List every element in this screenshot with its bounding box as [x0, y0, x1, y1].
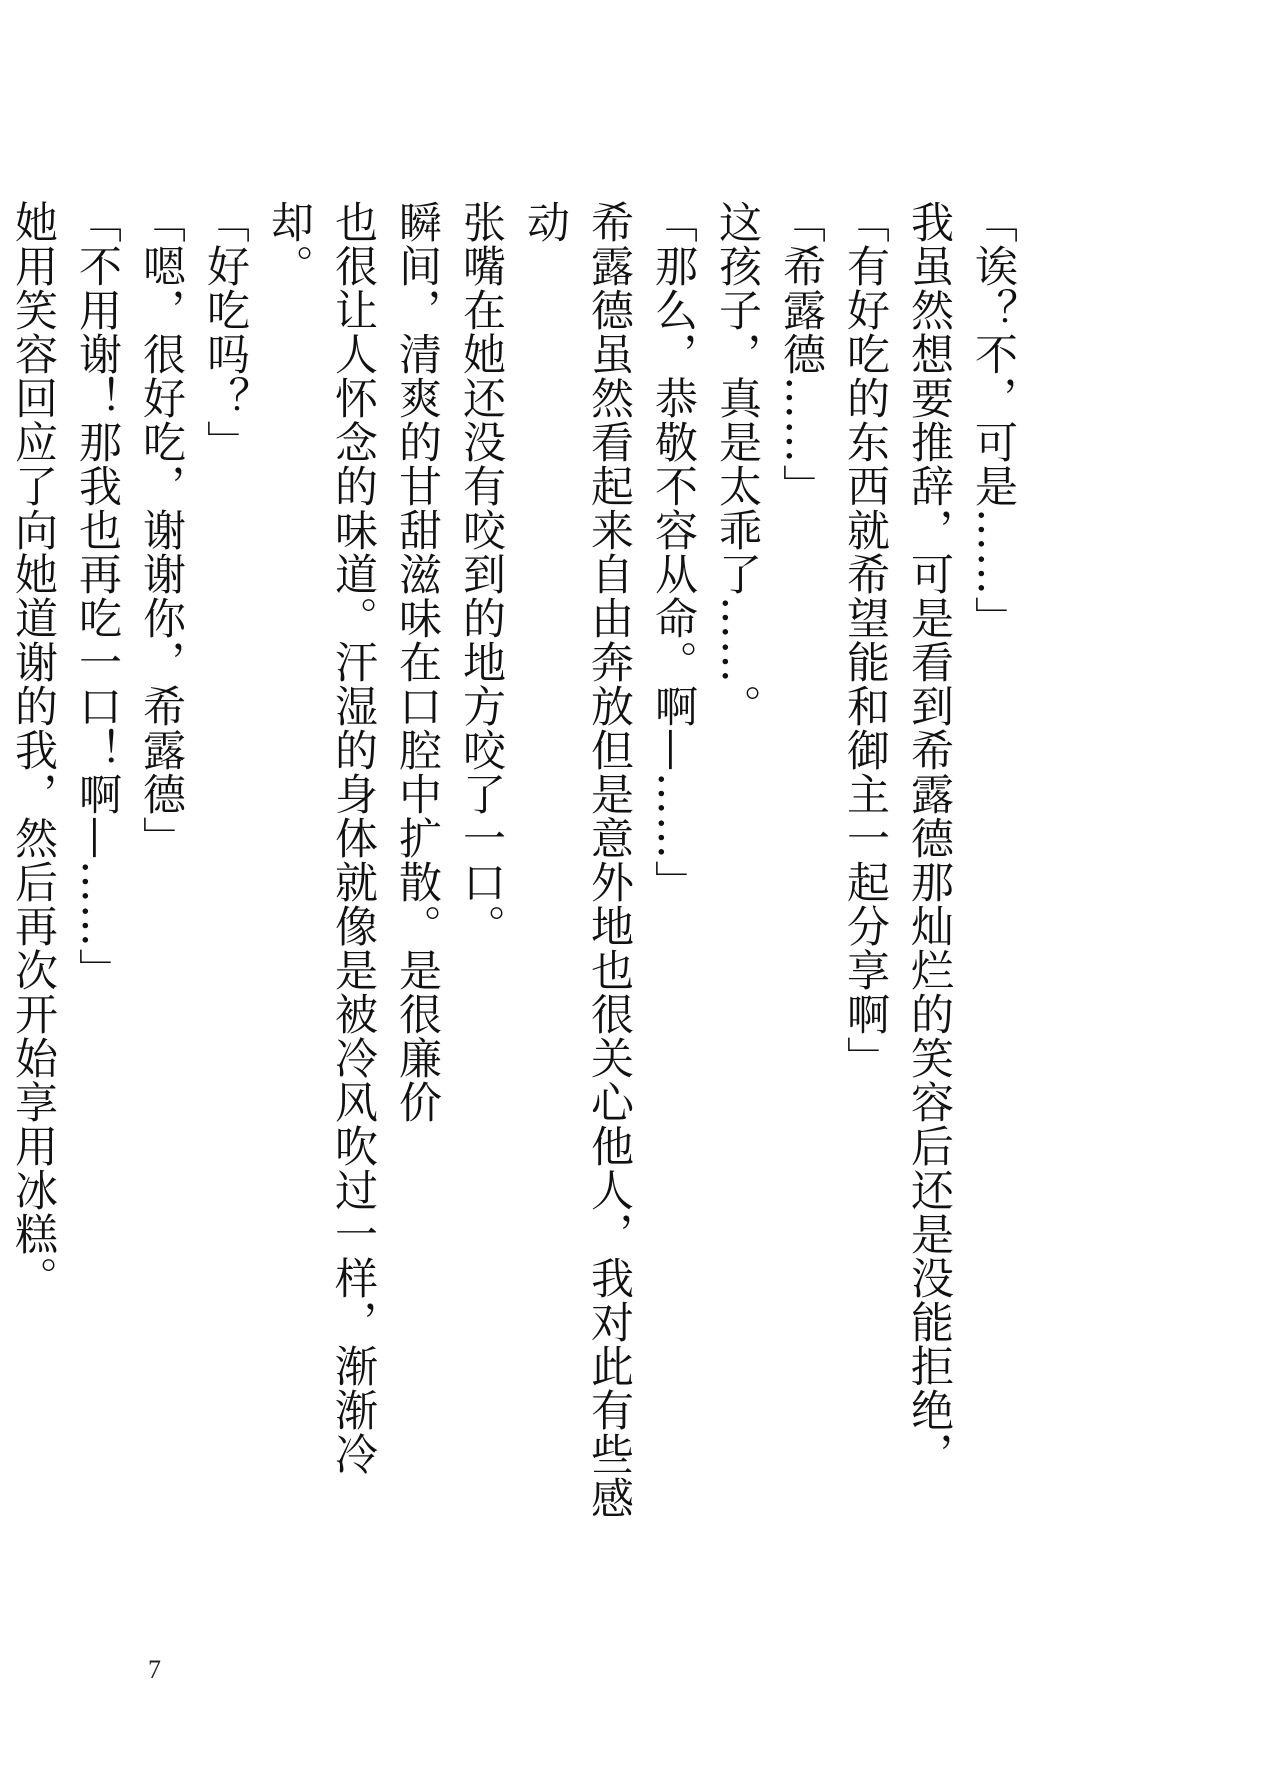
text-line: 这孩子，真是太乖了……。	[712, 200, 762, 728]
page-number: 7	[148, 1655, 161, 1684]
text-line: 「嗯，很好吃，谢谢你，希露德」	[136, 200, 186, 860]
text-line: 「那么，恭敬不容从命。啊—……」	[648, 200, 698, 904]
text-line: 我虽然想要推辞，可是看到希露德那灿烂的笑容后还是没能拒绝，	[904, 200, 954, 1476]
text-line: 她用笑容回应了向她道谢的我，然后再次开始享用冰糕。	[8, 200, 58, 1300]
text-line: 希露德虽然看起来自由奔放但是意外地也很关心他人，我对此有些感动	[520, 200, 634, 1520]
vertical-text-body	[0, 200, 1025, 1520]
text-line: 「希露德……」	[776, 200, 826, 508]
text-line: 「有好吃的东西就希望能和御主一起分享啊」	[840, 200, 890, 1080]
text-line: 也很让人怀念的味道。汗湿的身体就像是被冷风吹过一样，渐渐冷却。	[264, 200, 378, 1476]
text-line: 瞬间，清爽的甘甜滋味在口腔中扩散。是很廉价	[392, 200, 442, 1124]
text-line: 「好吃吗？」	[200, 200, 250, 464]
text-line: 「诶？不，可是……」	[968, 200, 1018, 640]
text-line: 张嘴在她还没有咬到的地方咬了一口。	[456, 200, 506, 948]
text-line: 「不用谢！那我也再吃一口！啊—……」	[72, 200, 122, 992]
